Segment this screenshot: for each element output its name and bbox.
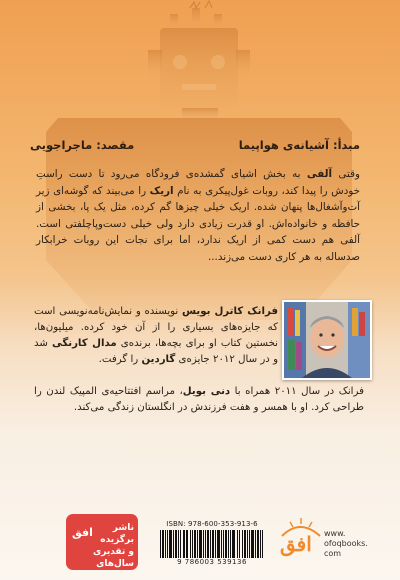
badge-logo: افق — [72, 526, 93, 539]
barcode-bar — [249, 530, 250, 558]
barcode-bar — [167, 530, 168, 558]
synopsis-text: به بخش اشیای گمشده‌ی فرودگاه می‌رود تا دست راستِ خودش را پیدا کند، روبات غول‌پیکری به نام — [36, 168, 361, 197]
barcode-bar — [221, 530, 222, 558]
character-name-alfie: آلفی — [306, 168, 333, 180]
character-name-eric: اریک — [149, 184, 174, 197]
author-bio-paragraph — [34, 304, 278, 368]
publisher-url[interactable]: www. ofoqbooks. com — [324, 529, 368, 558]
barcode-bar — [257, 530, 259, 558]
destination-label: مقصد: ماجراجویی — [30, 138, 135, 152]
award-badge — [66, 514, 138, 570]
barcode-bar — [223, 530, 224, 558]
barcode-bar — [207, 530, 209, 558]
award-carnegie: مدال کارنگی — [52, 338, 117, 349]
award-guardian: گاردین — [141, 354, 176, 365]
bio-text: نویسنده و نمایش‌نامه‌نویسی است که جایزه‌های بسیاری را از آن خود کرده. میلیون‌ها، نخستین کتاب او برای بچه‌ها، برنده‌ی — [34, 306, 278, 349]
barcode-bar — [165, 530, 166, 558]
author-name: فرانک کاترل بویس — [181, 306, 278, 317]
barcode-bar — [205, 530, 206, 558]
barcode-bar — [217, 530, 220, 558]
barcode-bar — [228, 530, 229, 558]
barcode-bars — [160, 530, 264, 558]
barcode-bar — [178, 530, 179, 558]
origin-label: مبدأ: آشیانه‌ی هواپیما — [238, 138, 360, 152]
barcode-bar — [194, 530, 196, 558]
bio-text: را گرفت. — [98, 354, 142, 365]
barcode-bar — [192, 530, 193, 558]
barcode-bar — [160, 530, 161, 558]
barcode-bar — [239, 530, 240, 558]
badge-text: ناشر برگزیده و تقدیری سال‌های — [92, 523, 134, 569]
collaborator-name: دنی بویل — [182, 386, 231, 397]
barcode-bar — [260, 530, 261, 558]
bio-text: شد و در سال ۲۰۱۲ جایزه‌ی — [34, 338, 278, 365]
bio-text: ، مراسم افتتاحیه‌ی المپیک لندن را طراحی کرد. او با همسر و هفت فرزندش در انگلستان زندگی می‌کند. — [34, 386, 364, 413]
synopsis-text: را می‌بیند که گوشه‌ای زیر آت‌وآشغال‌ها پنهان شده. اریک خیلی چیزها گم کرده، مثل یک پا، بخشی از حافظه و خانواده‌اش. او قدرت زیادی دارد ولی خیلی دست‌وپاچلفتی است. آلفی هم دست کمی از اریک ندارد، اما برای نجات این روبات خرابکار صدساله به هر کاری دست می‌زند... — [36, 184, 360, 263]
barcode-bar — [215, 530, 216, 558]
barcode-bar — [175, 530, 177, 558]
barcode-bar — [262, 530, 263, 558]
barcode-bar — [247, 530, 248, 558]
barcode-bar — [173, 530, 174, 558]
trip-info — [30, 138, 360, 152]
barcode-bar — [210, 530, 211, 558]
barcode-bar — [242, 530, 243, 558]
publisher-name: افق — [280, 532, 312, 556]
barcode-bar — [180, 530, 181, 558]
barcode-bar — [230, 530, 231, 558]
author-photo — [282, 300, 372, 380]
barcode-bar — [186, 530, 189, 558]
synopsis-text: وقتی — [332, 168, 360, 180]
isbn-text: ISBN: 978-600-353-913-6 — [166, 520, 258, 528]
barcode-bar — [199, 530, 202, 558]
barcode-bar — [203, 530, 204, 558]
barcode-bar — [212, 530, 214, 558]
barcode-bar — [237, 530, 239, 558]
bio-text: فرانک در سال ۲۰۱۱ همراه با — [230, 386, 364, 397]
barcode-bar — [255, 530, 256, 558]
barcode — [160, 520, 264, 568]
author-bio-paragraph-2 — [34, 384, 364, 416]
barcode-bar — [183, 530, 185, 558]
barcode-bar — [169, 530, 172, 558]
barcode-number: 9 786003 539136 — [177, 558, 247, 566]
synopsis-paragraph — [36, 166, 360, 265]
barcode-bar — [251, 530, 254, 558]
barcode-bar — [162, 530, 164, 558]
barcode-bar — [190, 530, 191, 558]
barcode-bar — [232, 530, 235, 558]
barcode-bar — [197, 530, 198, 558]
barcode-bar — [244, 530, 246, 558]
barcode-bar — [225, 530, 227, 558]
